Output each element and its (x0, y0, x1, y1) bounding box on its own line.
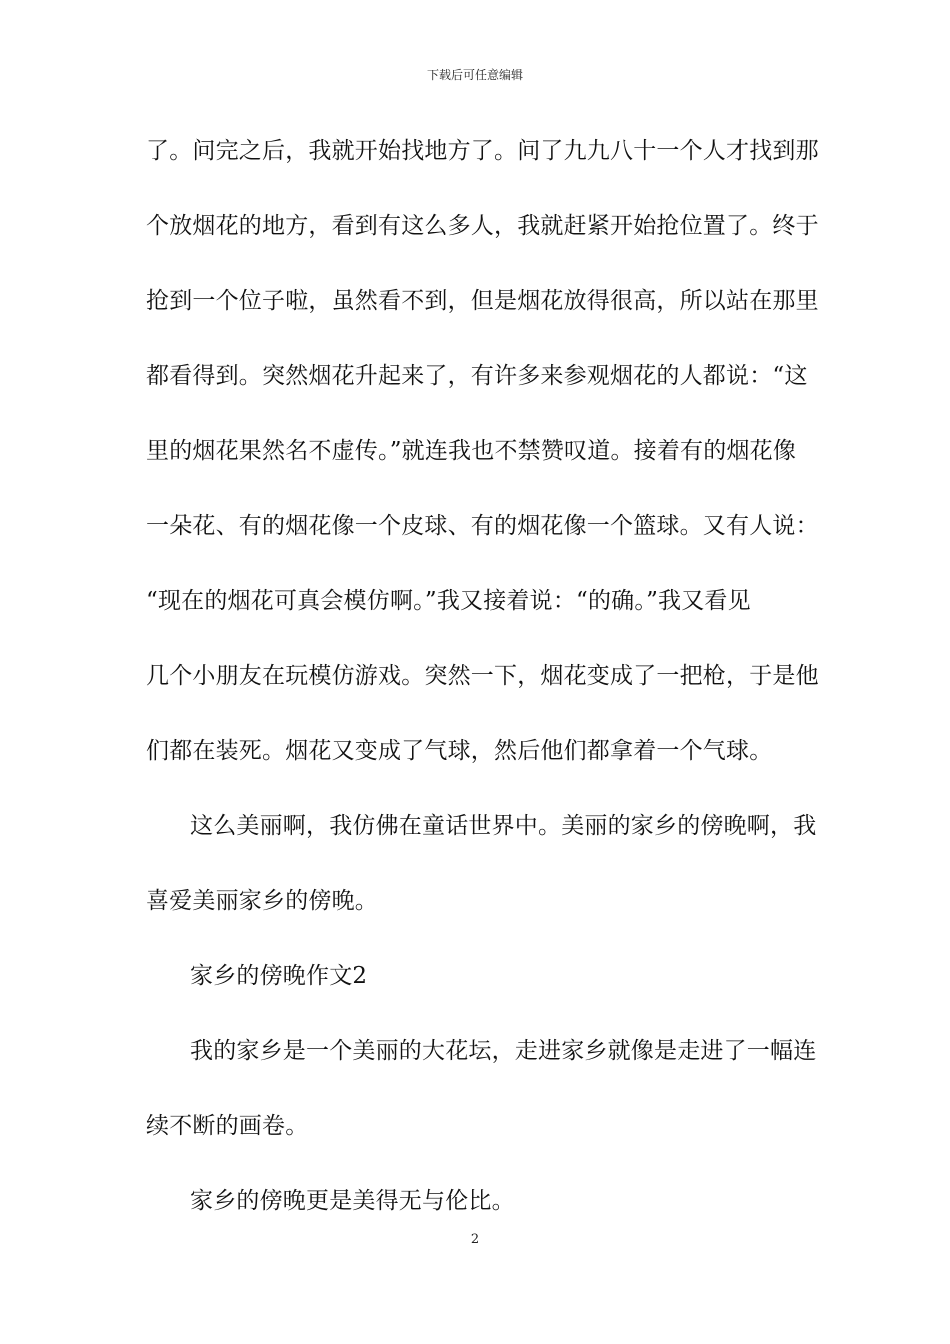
text-line: 了。问完之后，我就开始找地方了。问了九九八十一个人才找到那 (146, 138, 819, 164)
text-line: 一朵花、有的烟花像一个皮球、有的烟花像一个篮球。又有人说： (146, 513, 819, 539)
paragraph-start-line: 我的家乡是一个美丽的大花坛，走进家乡就像是走进了一幅连 (190, 1038, 817, 1064)
text-line: 个放烟花的地方，看到有这么多人，我就赶紧开始抢位置了。终于 (146, 213, 819, 239)
text-line: 抢到一个位子啦，虽然看不到，但是烟花放得很高，所以站在那里 (146, 288, 819, 314)
section-heading: 家乡的傍晚作文2 (190, 963, 368, 989)
text-line: 里的烟花果然名不虚传。”就连我也不禁赞叹道。接着有的烟花像 (146, 438, 797, 464)
text-line: 都看得到。突然烟花升起来了，有许多来参观烟花的人都说：“这 (146, 363, 808, 389)
page-number: 2 (470, 1232, 480, 1247)
text-line: 们都在装死。烟花又变成了气球，然后他们都拿着一个气球。 (146, 738, 773, 764)
text-line: 续不断的画卷。 (146, 1113, 309, 1139)
text-line: “现在的烟花可真会模仿啊。”我又接着说：“的确。”我又看见 (146, 588, 751, 614)
paragraph-start-line: 这么美丽啊，我仿佛在童话世界中。美丽的家乡的傍晚啊，我 (190, 813, 817, 839)
paragraph-start-line: 家乡的傍晚更是美得无与伦比。 (190, 1188, 515, 1214)
document-body (146, 128, 819, 1253)
text-line: 喜爱美丽家乡的傍晚。 (146, 888, 378, 914)
page-header: 下载后可任意编辑 (426, 68, 523, 82)
text-line: 几个小朋友在玩模仿游戏。突然一下，烟花变成了一把枪，于是他 (146, 663, 819, 689)
